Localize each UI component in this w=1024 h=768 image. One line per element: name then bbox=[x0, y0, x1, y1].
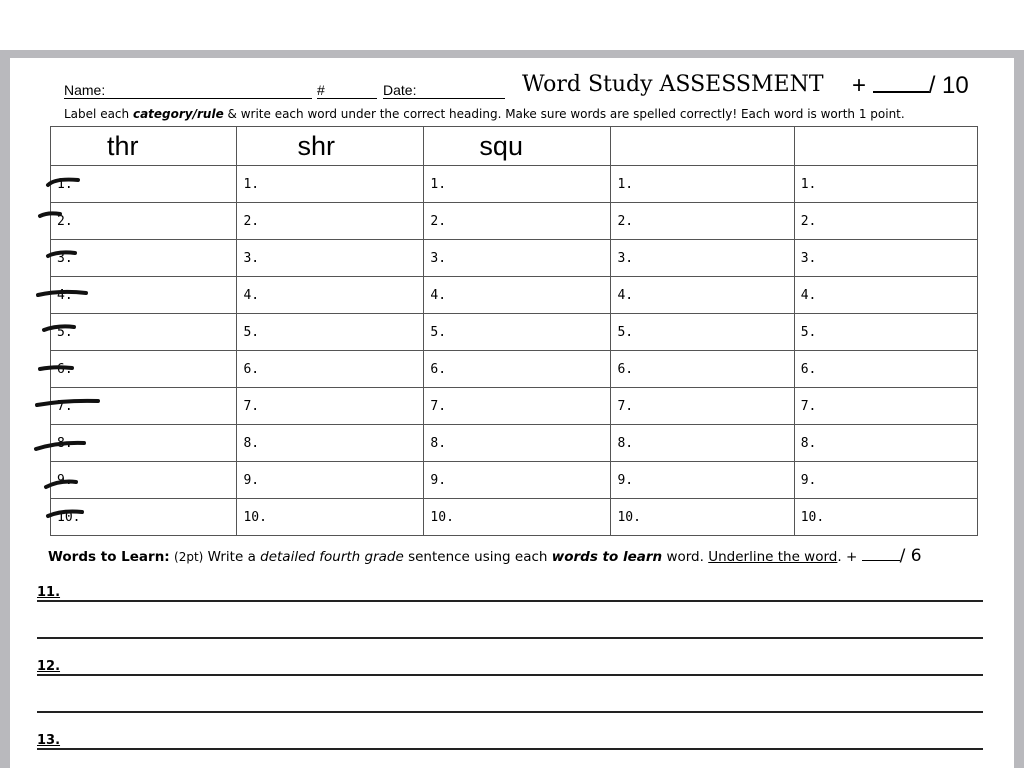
answer-cell[interactable]: 7. bbox=[424, 388, 611, 425]
category-heading[interactable]: shr bbox=[237, 127, 424, 166]
answer-cell[interactable]: 4. bbox=[237, 277, 424, 314]
strike-mark bbox=[36, 443, 84, 449]
category-heading[interactable]: squ bbox=[424, 127, 611, 166]
answer-cell[interactable]: 2. bbox=[51, 203, 237, 240]
answer-cell[interactable]: 1. bbox=[51, 166, 237, 203]
words-to-learn-instructions: Words to Learn: (2pt) Write a detailed fourth grade sentence using each words to learn word. Underline the word. + / 6 bbox=[48, 546, 922, 566]
answer-cell[interactable]: 8. bbox=[794, 425, 977, 462]
answer-cell[interactable]: 7. bbox=[794, 388, 977, 425]
answer-cell[interactable]: 7. bbox=[237, 388, 424, 425]
answer-cell[interactable]: 8. bbox=[51, 425, 237, 462]
strike-mark bbox=[38, 292, 86, 295]
sentence-number: 12. bbox=[37, 659, 61, 674]
answer-cell[interactable]: 4. bbox=[794, 277, 977, 314]
answer-cell[interactable]: 9. bbox=[51, 462, 237, 499]
answer-cell[interactable]: 10. bbox=[424, 499, 611, 536]
strike-mark bbox=[48, 180, 78, 185]
answer-cell[interactable]: 3. bbox=[611, 240, 794, 277]
sentence-number: 13. bbox=[37, 733, 61, 748]
answer-cell[interactable]: 10. bbox=[794, 499, 977, 536]
answer-cell[interactable]: 1. bbox=[237, 166, 424, 203]
sentence-number: 11. bbox=[37, 585, 61, 600]
answer-cell[interactable]: 6. bbox=[51, 351, 237, 388]
answer-cell[interactable]: 5. bbox=[611, 314, 794, 351]
score-total: / 10 bbox=[928, 72, 969, 99]
answer-cell[interactable]: 3. bbox=[794, 240, 977, 277]
answer-cell[interactable]: 6. bbox=[611, 351, 794, 388]
answer-cell[interactable]: 2. bbox=[424, 203, 611, 240]
answer-cell[interactable]: 7. bbox=[611, 388, 794, 425]
strike-mark bbox=[48, 252, 75, 256]
answer-cell[interactable]: 1. bbox=[794, 166, 977, 203]
strike-mark bbox=[48, 512, 82, 517]
answer-cell[interactable]: 6. bbox=[794, 351, 977, 388]
answer-cell[interactable]: 1. bbox=[611, 166, 794, 203]
answer-cell[interactable]: 4. bbox=[424, 277, 611, 314]
name-label: Name: bbox=[64, 82, 106, 98]
strike-mark bbox=[40, 367, 72, 369]
date-label: Date: bbox=[383, 82, 417, 98]
answer-cell[interactable]: 2. bbox=[611, 203, 794, 240]
answer-cell[interactable]: 6. bbox=[237, 351, 424, 388]
answer-cell[interactable]: 3. bbox=[424, 240, 611, 277]
answer-cell[interactable]: 5. bbox=[51, 314, 237, 351]
answer-cell[interactable]: 5. bbox=[424, 314, 611, 351]
strike-mark bbox=[40, 213, 60, 216]
answer-cell[interactable]: 3. bbox=[51, 240, 237, 277]
answer-cell[interactable]: 10. bbox=[611, 499, 794, 536]
answer-cell[interactable]: 8. bbox=[237, 425, 424, 462]
strike-mark bbox=[46, 482, 76, 487]
score-prefix: + bbox=[852, 72, 867, 99]
strike-mark bbox=[44, 326, 74, 330]
answer-cell[interactable]: 3. bbox=[237, 240, 424, 277]
strike-mark bbox=[37, 401, 98, 405]
answer-cell[interactable]: 9. bbox=[237, 462, 424, 499]
answer-cell[interactable]: 9. bbox=[794, 462, 977, 499]
answer-cell[interactable]: 5. bbox=[237, 314, 424, 351]
worksheet-title: Word Study ASSESSMENT bbox=[522, 72, 824, 97]
answer-cell[interactable]: 5. bbox=[794, 314, 977, 351]
answer-cell[interactable]: 10. bbox=[51, 499, 237, 536]
answer-cell[interactable]: 2. bbox=[794, 203, 977, 240]
answer-cell[interactable]: 6. bbox=[424, 351, 611, 388]
answer-cell[interactable]: 4. bbox=[51, 277, 237, 314]
answer-cell[interactable]: 8. bbox=[611, 425, 794, 462]
answer-cell[interactable]: 8. bbox=[424, 425, 611, 462]
answer-cell[interactable]: 9. bbox=[424, 462, 611, 499]
number-label: # bbox=[317, 82, 325, 98]
answer-cell[interactable]: 4. bbox=[611, 277, 794, 314]
instructions: Label each category/rule & write each word under the correct heading. Make sure words are spelled correctly! Each word is worth 1 point. bbox=[64, 107, 905, 121]
answer-cell[interactable]: 1. bbox=[424, 166, 611, 203]
answer-cell[interactable]: 2. bbox=[237, 203, 424, 240]
answer-cell[interactable]: 10. bbox=[237, 499, 424, 536]
answer-cell[interactable]: 9. bbox=[611, 462, 794, 499]
answer-cell[interactable]: 7. bbox=[51, 388, 237, 425]
category-heading[interactable]: thr bbox=[51, 127, 237, 166]
